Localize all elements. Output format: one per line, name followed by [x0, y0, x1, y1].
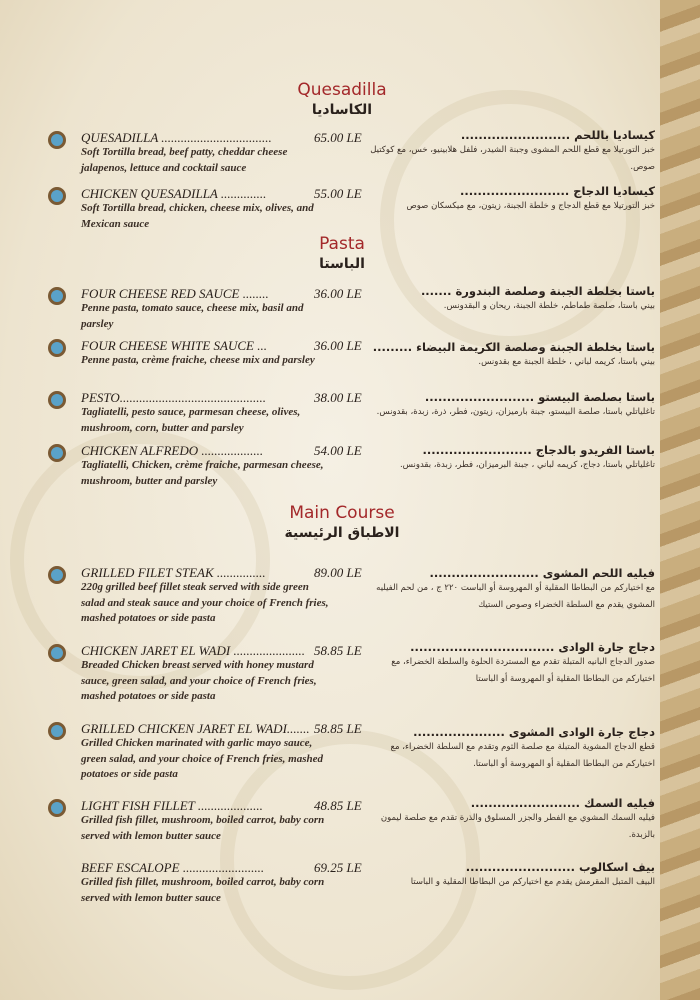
item-price: 69.25 LE [314, 860, 362, 875]
bullet-badge-icon [48, 722, 66, 740]
item-description: Grilled fish fillet, mushroom, boiled carrot, baby corn served with lemon butter sauce [81, 876, 325, 904]
item-description-ar: البيف المتبل المقرمش يقدم مع اختياركم من البطاطا المقلية و الباستا [410, 877, 655, 887]
section-title-en: Quesadilla [297, 80, 387, 100]
item-price: 55.00 LE [314, 186, 362, 201]
item-description: Tagliatelli, Chicken, crème fraiche, parmesan cheese, mushroom, butter and parsley [81, 459, 324, 487]
menu-item-arabic [365, 443, 655, 474]
bullet-badge-icon [48, 339, 66, 357]
item-name: QUESADILLA .................................. [81, 130, 272, 145]
item-description-ar: خبز التورتيلا مع قطع الدجاج و خلطة الجبنة، زيتون، مع ميكسكان صوص [406, 201, 655, 211]
menu-item-arabic [365, 860, 655, 891]
item-name-ar: باستا بخلطة الجبنة وصلصة الكريمة البيضاء ......... [372, 340, 655, 354]
section-title-ar: الباستا [319, 256, 365, 272]
item-price: 48.85 LE [314, 798, 362, 813]
menu-item-arabic [365, 128, 655, 176]
item-description: Grilled fish fillet, mushroom, boiled carrot, baby corn served with lemon butter sauce [81, 814, 325, 842]
item-name-ar: دجاج جارة الوادى ................................. [410, 640, 655, 654]
menu-item-arabic [365, 340, 655, 371]
bullet-badge-icon [48, 566, 66, 584]
item-name: LIGHT FISH FILLET .................... [81, 798, 263, 813]
item-description-ar: خبز التورتيلا مع قطع اللحم المشوى وجبنة الشيدر، فلفل هلابينيو، خس، مع كوكتيل صوص. [370, 145, 655, 172]
item-description: Penne pasta, tomato sauce, cheese mix, basil and parsley [81, 302, 304, 330]
item-name: FOUR CHEESE RED SAUCE ........ [81, 286, 269, 301]
decorative-border-strip [660, 0, 700, 1000]
bullet-badge-icon [48, 391, 66, 409]
item-name: FOUR CHEESE WHITE SAUCE ... [81, 338, 267, 353]
item-name-ar: باستا الفريدو بالدجاج ......................... [422, 443, 655, 457]
menu-item-arabic [365, 566, 655, 614]
item-description-ar: مع اختياركم من البطاطا المقلية أو المهروسة أو الباست ٢٢٠ ج ، من لحم الفيليه المشوي يقدم مع السلطة الخضراء وصوص الستيك [376, 583, 655, 610]
item-name-ar: كيساديا الدجاج ......................... [460, 184, 655, 198]
item-price: 58.85 LE [314, 721, 362, 736]
item-name: PESTO............................................. [81, 390, 267, 405]
section-title-en: Pasta [319, 234, 365, 254]
item-price: 58.85 LE [314, 643, 362, 658]
item-price: 65.00 LE [314, 130, 362, 145]
section-header [0, 80, 660, 118]
bullet-badge-icon [48, 799, 66, 817]
item-name-ar: بيف اسكالوب ......................... [465, 860, 655, 874]
section-header [0, 234, 660, 272]
item-name-ar: فيليه اللحم المشوى ......................... [429, 566, 655, 580]
bullet-badge-icon [48, 644, 66, 662]
item-description: Breaded Chicken breast served with honey mustard sauce, green salad, and your choice of French fries, mashed potatoes or side pasta [81, 659, 317, 702]
item-name-ar: فيليه السمك ......................... [470, 796, 655, 810]
item-description-ar: قطع الدجاج المشوية المتبلة مع صلصة الثوم وتقدم مع السلطة الخضراء، مع اختياركم من البطاطا المقلية أو المهروسة أو الباستا. [390, 742, 655, 769]
item-description: Grilled Chicken marinated with garlic mayo sauce, green salad, and your choice of French fries, mashed potatoes or side pasta [81, 737, 323, 780]
item-price: 38.00 LE [314, 390, 362, 405]
item-name: GRILLED FILET STEAK ............... [81, 565, 266, 580]
section-title-en: Main Course [289, 503, 395, 523]
section-header [0, 503, 660, 541]
item-name-ar: كيساديا باللحم ......................... [460, 128, 655, 142]
item-description-ar: بيني باستا، كريمه لباني ، خلطة الجبنة مع بقدونس. [478, 357, 655, 367]
item-description: Soft Tortilla bread, beef patty, cheddar cheese jalapenos, lettuce and cocktail sauce [81, 146, 288, 174]
menu-item-arabic [365, 725, 655, 773]
item-description-ar: تاغلياتلي باستا، دجاج، كريمه لباني ، جبنة البرميزان، فطر، زبدة، بقدونس. [399, 460, 655, 470]
menu-item-arabic [365, 640, 655, 688]
bullet-badge-icon [48, 187, 66, 205]
item-price: 54.00 LE [314, 443, 362, 458]
item-name: CHICKEN ALFREDO ................... [81, 443, 264, 458]
item-name: CHICKEN QUESADILLA .............. [81, 186, 267, 201]
item-name: BEEF ESCALOPE ......................... [81, 860, 265, 875]
section-title-ar: الكاساديا [311, 102, 373, 118]
bullet-badge-icon [48, 131, 66, 149]
bullet-badge-icon [48, 287, 66, 305]
item-description: 220g grilled beef fillet steak served with side green salad and steak sauce and your choice of French fries, mashed potatoes or side pasta [81, 581, 329, 624]
menu-item-arabic [365, 284, 655, 315]
menu-item-arabic [365, 390, 655, 421]
item-description: Penne pasta, crème fraiche, cheese mix and parsley [81, 354, 315, 366]
item-price: 36.00 LE [314, 286, 362, 301]
item-name-ar: باستا بصلصة البيستو ......................... [424, 390, 655, 404]
item-price: 36.00 LE [314, 338, 362, 353]
section-title-ar: الاطباق الرئيسية [284, 525, 400, 541]
item-description-ar: صدور الدجاج البانيه المتبلة تقدم مع المستردة الحلوة والسلطة الخضراء، مع اختياركم من البطاطا المقلية أو المهروسة أو الباستا [391, 657, 655, 684]
menu-item-arabic [365, 796, 655, 844]
item-description: Tagliatelli, pesto sauce, parmesan cheese, olives, mushroom, corn, butter and parsley [81, 406, 301, 434]
item-price: 89.00 LE [314, 565, 362, 580]
item-description: Soft Tortilla bread, chicken, cheese mix, olives, and Mexican sauce [81, 202, 314, 230]
item-description-ar: بيني باستا، صلصة طماطم، خلطة الجبنة، ريحان و البقدونس. [443, 301, 655, 311]
bullet-badge-icon [48, 444, 66, 462]
item-description-ar: تاغلياتلي باستا، صلصة البيستو، جبنة بارميزان، زيتون، فطر، ذرة، زبدة، بقدونس. [376, 407, 655, 417]
item-name: GRILLED CHICKEN JARET EL WADI....... [81, 721, 310, 736]
item-name-ar: باستا بخلطة الجبنة وصلصة البندورة ....... [420, 284, 655, 298]
item-description-ar: فيليه السمك المشوي مع الفطر والجزر المسلوق والذرة تقدم مع صلصة ليمون بالزبدة. [380, 813, 655, 840]
menu-item-arabic [365, 184, 655, 215]
item-name: CHICKEN JARET EL WADI ...................... [81, 643, 305, 658]
item-name-ar: دجاج جارة الوادى المشوى ..................... [413, 725, 655, 739]
